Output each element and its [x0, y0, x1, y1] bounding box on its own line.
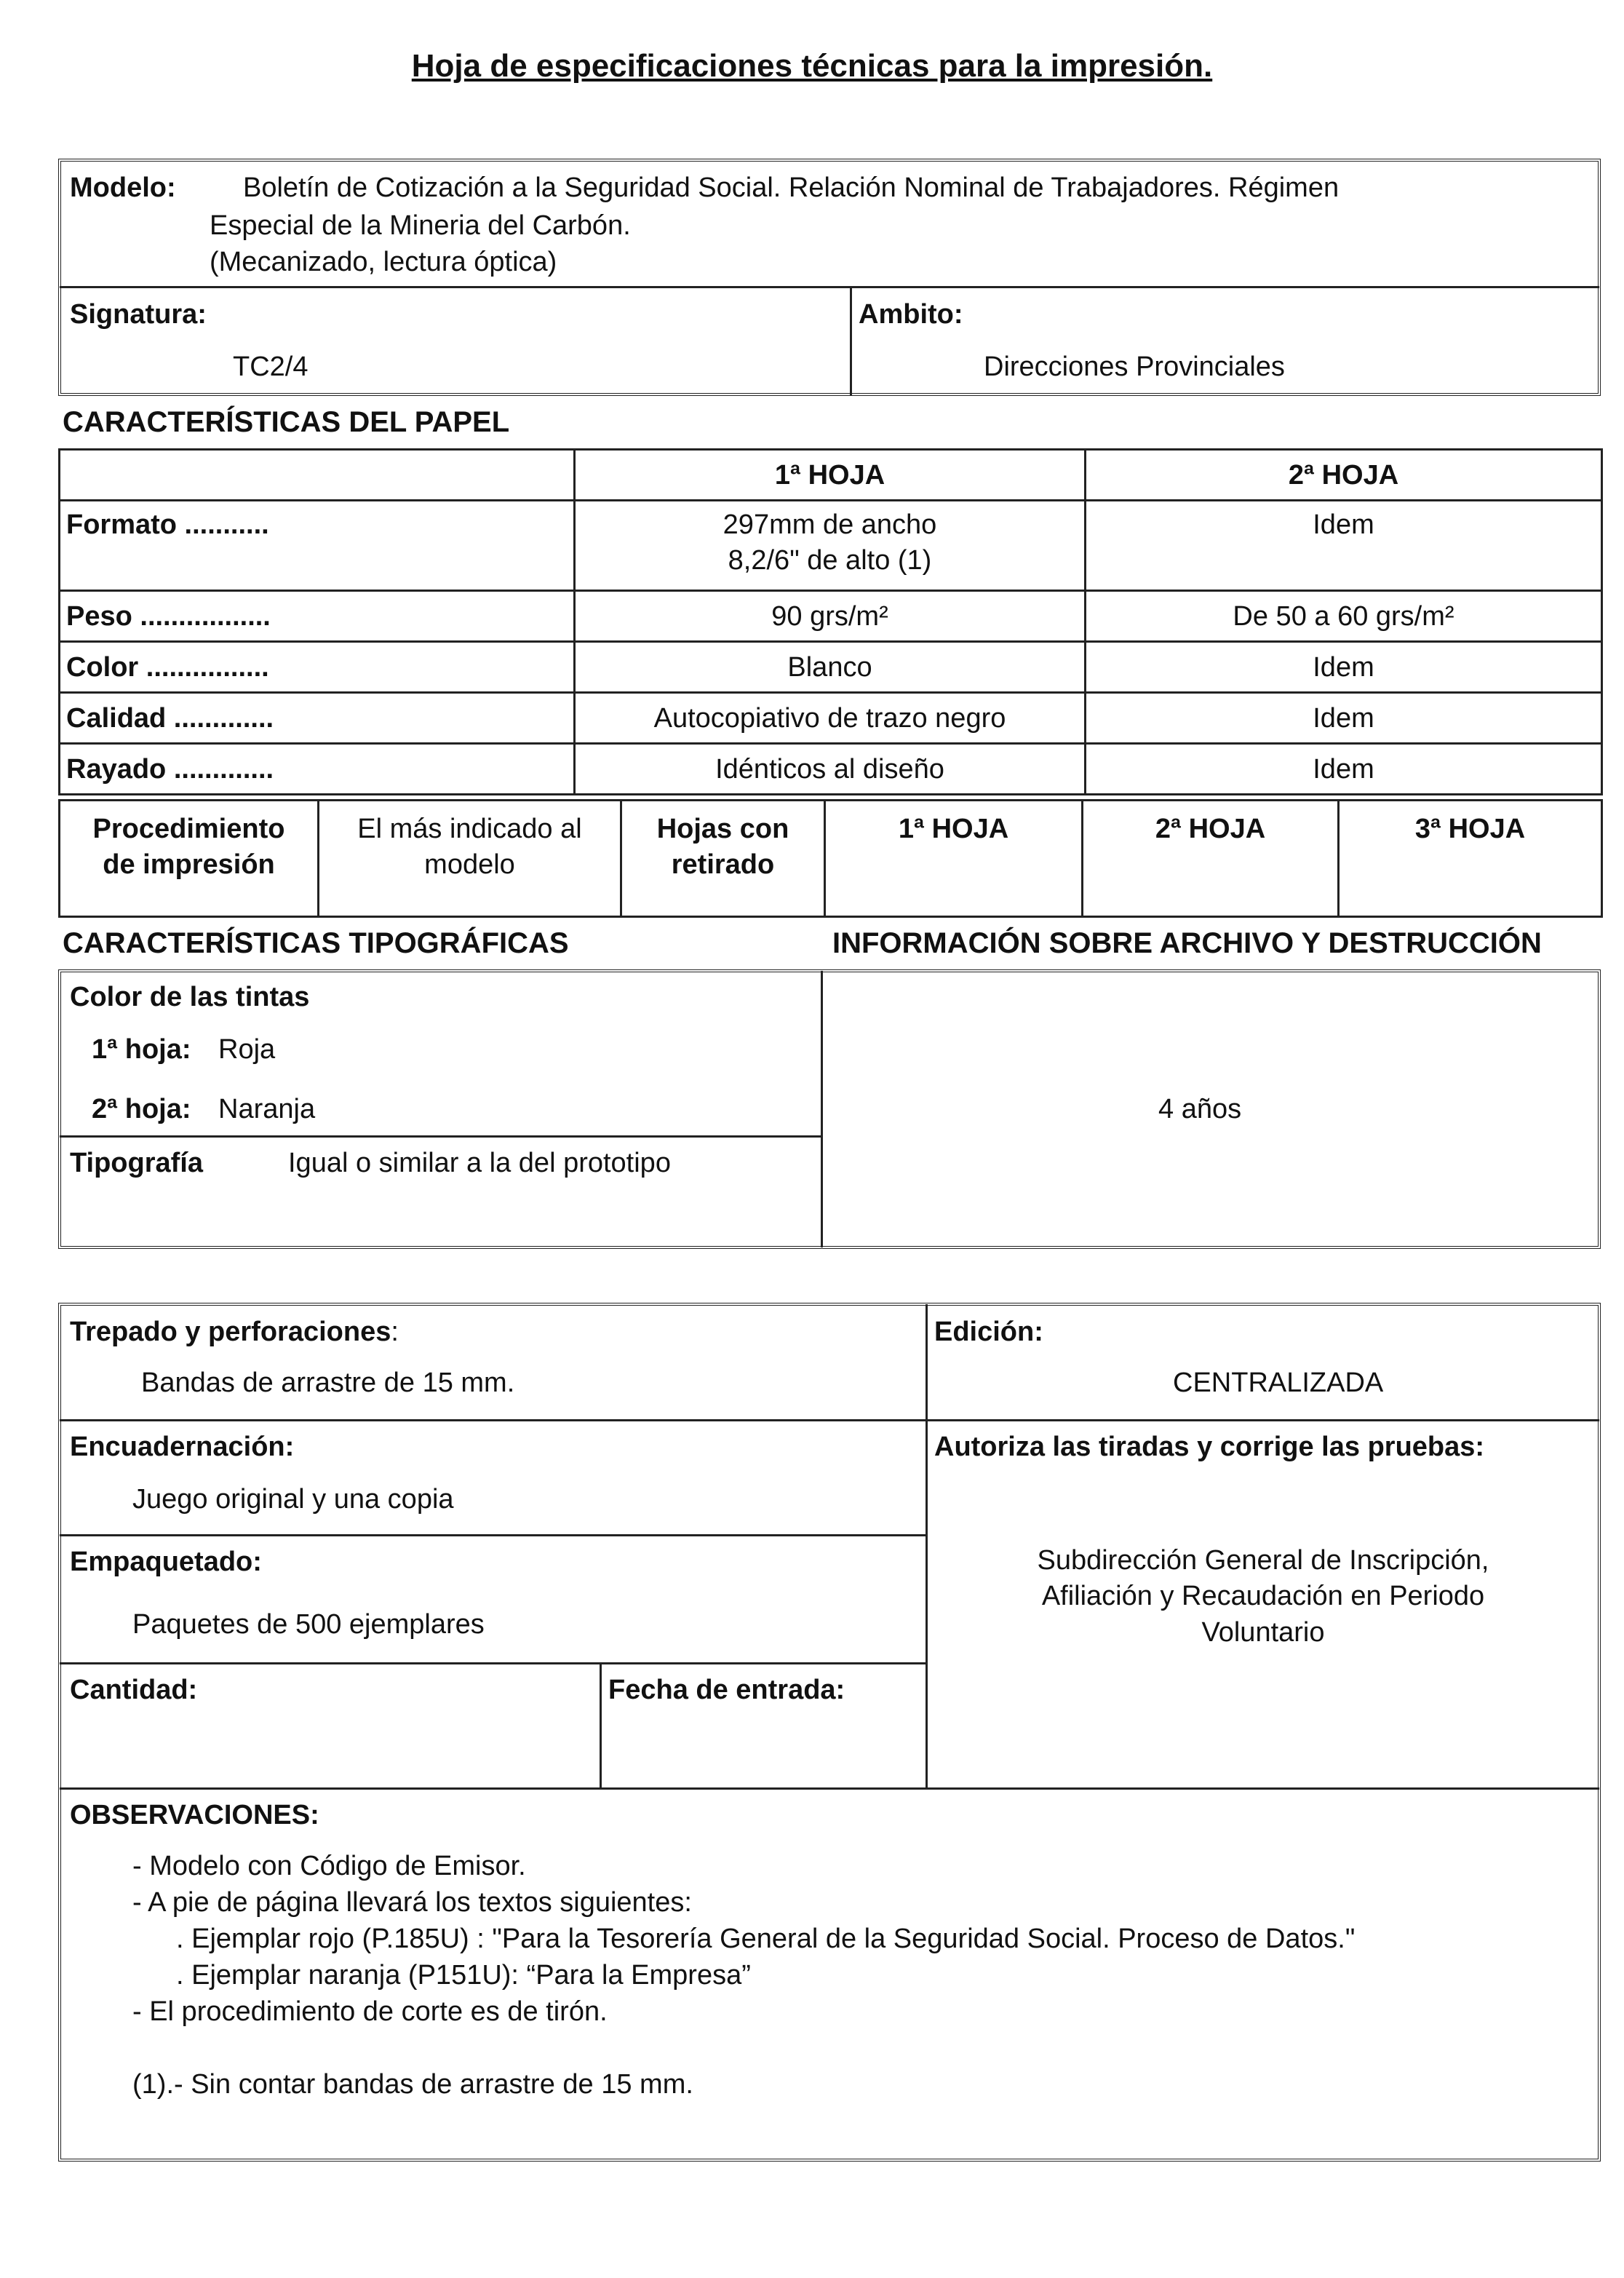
archivo-heading: INFORMACIÓN SOBRE ARCHIVO Y DESTRUCCIÓN — [832, 927, 1542, 959]
papel-header-empty — [60, 450, 575, 501]
procedimiento-hoja-1: 1ª HOJA — [825, 801, 1083, 917]
divider — [60, 1135, 821, 1138]
modelo-label: Modelo: — [70, 172, 176, 203]
trepado-label-text: Trepado y perforaciones — [70, 1317, 391, 1347]
hoja2-label: 2ª hoja: — [92, 1094, 191, 1124]
autoriza-line-3: Voluntario — [1201, 1616, 1325, 1648]
hoja1-label: 1ª hoja: — [92, 1034, 191, 1065]
divider — [821, 971, 823, 1247]
color-value-2: Idem — [1086, 642, 1602, 693]
procedimiento-hoja-2: 2ª HOJA — [1083, 801, 1339, 917]
formato-alto: 8,2/6" de alto (1) — [728, 545, 932, 576]
observacion-line: . Ejemplar rojo (P.185U) : "Para la Tesorería General de la Seguridad Social. Proceso de Datos." — [176, 1924, 1356, 1954]
empaquetado-value: Paquetes de 500 ejemplares — [132, 1609, 485, 1640]
ambito-value: Direcciones Provinciales — [984, 352, 1285, 382]
tipografia-label: Tipografía — [70, 1148, 203, 1178]
modelo-line-2: Especial de la Mineria del Carbón. — [210, 210, 631, 241]
hojas-retirado — [621, 801, 825, 917]
formato-ancho: 297mm de ancho — [723, 509, 937, 540]
procedimiento-hoja-3: 3ª HOJA — [1339, 801, 1602, 917]
tipograficas-heading: CARACTERÍSTICAS TIPOGRÁFICAS — [63, 927, 569, 959]
divider — [60, 286, 1599, 288]
color-value: Blanco — [575, 642, 1086, 693]
observacion-line: - A pie de página llevará los textos siguientes: — [132, 1887, 692, 1918]
observacion-line: (1).- Sin contar bandas de arrastre de 15 mm. — [132, 2069, 693, 2100]
edicion-label: Edición: — [934, 1317, 1043, 1347]
hoja1-value: Roja — [218, 1034, 276, 1065]
peso-label: Peso ................. — [60, 591, 575, 642]
color-label: Color ................ — [60, 642, 575, 693]
peso-value-2: De 50 a 60 grs/m² — [1086, 591, 1602, 642]
divider — [60, 1419, 1599, 1421]
formato-value — [575, 501, 1086, 591]
procedimiento-value-2: modelo — [424, 849, 515, 881]
formato-label: Formato ........... — [60, 501, 575, 591]
empaquetado-label: Empaquetado: — [70, 1547, 262, 1577]
signatura-value: TC2/4 — [233, 352, 309, 382]
observacion-line: - Modelo con Código de Emisor. — [132, 1851, 526, 1881]
ambito-label: Ambito: — [859, 299, 963, 330]
procedimiento-label-2: de impresión — [103, 849, 275, 881]
rayado-value: Idénticos al diseño — [575, 744, 1086, 795]
hoja2-value: Naranja — [218, 1094, 316, 1124]
formato-value-2: Idem — [1086, 501, 1602, 591]
modelo-line-3: (Mecanizado, lectura óptica) — [210, 247, 557, 277]
edicion-value: CENTRALIZADA — [1173, 1368, 1384, 1398]
procedimiento-label — [60, 801, 319, 917]
tintas-label: Color de las tintas — [70, 982, 310, 1012]
observacion-line: . Ejemplar naranja (P151U): “Para la Empresa” — [176, 1960, 751, 1991]
divider — [60, 1534, 926, 1536]
archivo-value: 4 años — [1158, 1094, 1242, 1124]
divider — [600, 1662, 602, 1787]
divider — [850, 286, 852, 395]
divider — [60, 1787, 1599, 1790]
autoriza-value — [927, 1543, 1599, 1651]
peso-value: 90 grs/m² — [575, 591, 1086, 642]
modelo-line-1: Boletín de Cotización a la Seguridad Social. Relación Nominal de Trabajadores. Régimen — [243, 172, 1340, 203]
rayado-label: Rayado ............. — [60, 744, 575, 795]
calidad-value-2: Idem — [1086, 693, 1602, 744]
signatura-label: Signatura: — [70, 299, 207, 330]
papel-heading: CARACTERÍSTICAS DEL PAPEL — [63, 406, 510, 438]
procedimiento-value — [319, 801, 621, 917]
papel-col-2: 2ª HOJA — [1086, 450, 1602, 501]
observacion-line: - El procedimiento de corte es de tirón. — [132, 1996, 608, 2027]
trepado-label — [70, 1314, 399, 1350]
fecha-label: Fecha de entrada: — [608, 1675, 845, 1705]
procedimiento-label-1: Procedimiento — [92, 814, 285, 844]
trepado-value: Bandas de arrastre de 15 mm. — [141, 1368, 515, 1398]
autoriza-label: Autoriza las tiradas y corrige las pruebas: — [934, 1432, 1485, 1462]
papel-col-1: 1ª HOJA — [575, 450, 1086, 501]
autoriza-line-2: Afiliación y Recaudación en Periodo — [1041, 1581, 1485, 1612]
page-title: Hoja de especificaciones técnicas para la impresión. — [411, 48, 1213, 84]
hojas-retirado-2: retirado — [671, 849, 775, 881]
calidad-label: Calidad ............. — [60, 693, 575, 744]
procedimiento-value-1: El más indicado al — [357, 814, 582, 844]
divider — [60, 1662, 926, 1664]
encuadernacion-value: Juego original y una copia — [132, 1484, 454, 1515]
autoriza-line-1: Subdirección General de Inscripción, — [1037, 1545, 1489, 1576]
calidad-value: Autocopiativo de trazo negro — [575, 693, 1086, 744]
trepado-colon: : — [391, 1317, 399, 1347]
hojas-retirado-1: Hojas con — [656, 814, 789, 844]
encuadernacion-label: Encuadernación: — [70, 1432, 295, 1462]
tipografia-value: Igual o similar a la del prototipo — [288, 1148, 671, 1178]
cantidad-label: Cantidad: — [70, 1675, 198, 1705]
rayado-value-2: Idem — [1086, 744, 1602, 795]
observaciones-label: OBSERVACIONES: — [70, 1800, 319, 1830]
papel-table — [58, 448, 1603, 795]
procedimiento-table — [58, 799, 1603, 918]
